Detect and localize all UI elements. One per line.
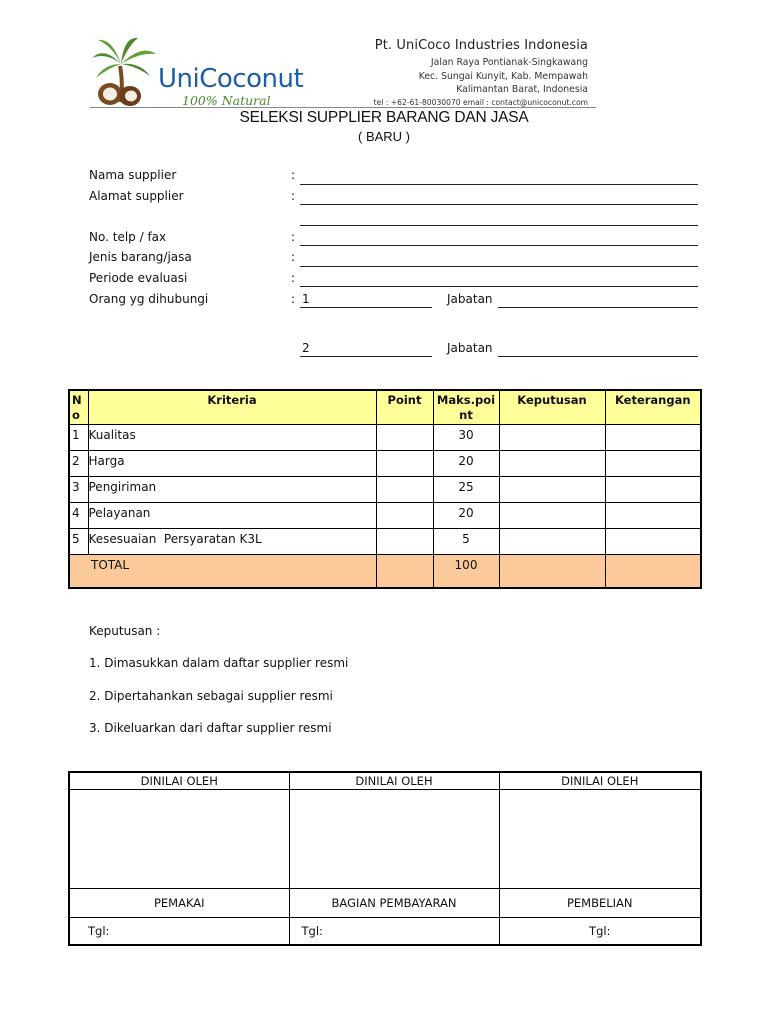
- colon: :: [291, 230, 296, 244]
- signature-table: [68, 771, 702, 946]
- signature-date-row: [69, 918, 701, 946]
- date-pemakai[interactable]: Tgl:: [69, 918, 289, 946]
- company-address-2: Kec. Sungai Kunyit, Kab. Mempawah: [418, 70, 588, 82]
- row-keterangan-cell[interactable]: [605, 424, 701, 450]
- signature-header-pembelian: DINILAI OLEH: [499, 772, 701, 790]
- document-subtitle: ( BARU ): [358, 129, 410, 144]
- row-maks: 25: [433, 476, 499, 502]
- signature-box-pembelian[interactable]: [499, 790, 701, 889]
- row-no: 4: [69, 502, 88, 528]
- header-maks-point: Maks.poi nt: [433, 390, 499, 424]
- signature-box-pembayaran[interactable]: [289, 790, 499, 889]
- logo-tagline: 100% Natural: [182, 93, 271, 108]
- total-label: TOTAL: [69, 554, 376, 588]
- header-keterangan: Keterangan: [605, 390, 701, 424]
- row-point-cell[interactable]: [376, 502, 433, 528]
- row-kriteria: Harga: [88, 450, 376, 476]
- contact-2-number: 2: [302, 341, 310, 355]
- table-row: [69, 476, 701, 502]
- row-point-cell[interactable]: [376, 450, 433, 476]
- label-periode-evaluasi: Periode evaluasi: [89, 271, 188, 285]
- header-point: Point: [376, 390, 433, 424]
- role-bagian-pembayaran: BAGIAN PEMBAYARAN: [289, 889, 499, 918]
- decision-option-1: 1. Dimasukkan dalam daftar supplier resmi: [89, 656, 349, 670]
- row-no: 1: [69, 424, 88, 450]
- signature-space-row: [69, 790, 701, 889]
- company-address-1: Jalan Raya Pontianak-Singkawang: [430, 57, 588, 68]
- row-keputusan-cell[interactable]: [499, 528, 605, 554]
- company-address-3: Kalimantan Barat, Indonesia: [456, 84, 588, 95]
- row-point-cell[interactable]: [376, 528, 433, 554]
- label-orang-dihubungi: Orang yg dihubungi: [89, 292, 209, 306]
- row-keputusan-cell[interactable]: [499, 476, 605, 502]
- row-keterangan-cell[interactable]: [605, 528, 701, 554]
- row-kriteria: Kualitas: [88, 424, 376, 450]
- decision-option-3: 3. Dikeluarkan dari daftar supplier resmi: [89, 721, 332, 735]
- role-pemakai: PEMAKAI: [69, 889, 289, 918]
- date-pembelian[interactable]: Tgl:: [499, 918, 701, 946]
- row-kriteria: Kesesuaian Persyaratan K3L: [88, 528, 376, 554]
- periode-evaluasi-field[interactable]: [300, 286, 698, 287]
- label-nama-supplier: Nama supplier: [89, 168, 177, 182]
- row-keputusan-cell[interactable]: [499, 424, 605, 450]
- row-keterangan-cell[interactable]: [605, 502, 701, 528]
- colon: :: [291, 292, 296, 306]
- header-no: N o: [69, 390, 88, 424]
- header-divider: [90, 107, 596, 108]
- row-no: 3: [69, 476, 88, 502]
- jabatan-2-field[interactable]: [498, 356, 698, 357]
- row-no: 5: [69, 528, 88, 554]
- role-pembelian: PEMBELIAN: [499, 889, 701, 918]
- signature-role-row: [69, 889, 701, 918]
- row-maks: 30: [433, 424, 499, 450]
- alamat-supplier-field-2[interactable]: [300, 225, 698, 226]
- company-logo: [90, 36, 320, 108]
- table-row: [69, 528, 701, 554]
- colon: :: [291, 271, 296, 285]
- decision-title: Keputusan :: [89, 624, 161, 638]
- row-maks: 20: [433, 502, 499, 528]
- nama-supplier-field[interactable]: [300, 184, 698, 185]
- row-kriteria: Pelayanan: [88, 502, 376, 528]
- signature-box-pemakai[interactable]: [69, 790, 289, 889]
- colon: :: [291, 250, 296, 264]
- jabatan-1-field[interactable]: [498, 307, 698, 308]
- jenis-barang-field[interactable]: [300, 266, 698, 267]
- label-alamat-supplier: Alamat supplier: [89, 189, 184, 203]
- colon: :: [291, 168, 296, 182]
- signature-header-row: [69, 772, 701, 790]
- contact-1-field[interactable]: [300, 307, 432, 308]
- logo-brand-text: UniCoconut: [158, 64, 304, 94]
- criteria-header-row: [69, 390, 701, 424]
- row-keterangan-cell[interactable]: [605, 450, 701, 476]
- total-value: 100: [433, 554, 499, 588]
- table-row: [69, 502, 701, 528]
- row-point-cell[interactable]: [376, 424, 433, 450]
- row-maks: 20: [433, 450, 499, 476]
- contact-2-field[interactable]: [300, 356, 432, 357]
- row-keputusan-cell[interactable]: [499, 502, 605, 528]
- header-kriteria: Kriteria: [88, 390, 376, 424]
- row-maks: 5: [433, 528, 499, 554]
- total-row: [69, 554, 701, 588]
- signature-header-pemakai: DINILAI OLEH: [69, 772, 289, 790]
- row-keterangan-cell[interactable]: [605, 476, 701, 502]
- total-keterangan-cell: [605, 554, 701, 588]
- company-contact: tel : +62-61-80030070 email : contact@unicoconut.com: [373, 97, 588, 107]
- date-bagian-pembayaran[interactable]: Tgl:: [289, 918, 499, 946]
- header-keputusan: Keputusan: [499, 390, 605, 424]
- colon: :: [291, 189, 296, 203]
- row-no: 2: [69, 450, 88, 476]
- jabatan-2-label: Jabatan: [447, 341, 493, 355]
- row-point-cell[interactable]: [376, 476, 433, 502]
- criteria-table: [68, 389, 702, 589]
- table-row: [69, 450, 701, 476]
- no-telp-field[interactable]: [300, 245, 698, 246]
- document-title: SELEKSI SUPPLIER BARANG DAN JASA: [239, 109, 529, 126]
- total-keputusan-cell: [499, 554, 605, 588]
- table-row: [69, 424, 701, 450]
- contact-1-number: 1: [302, 292, 310, 306]
- label-jenis-barang: Jenis barang/jasa: [89, 250, 192, 264]
- alamat-supplier-field[interactable]: [300, 204, 698, 205]
- company-name: Pt. UniCoco Industries Indonesia: [374, 38, 588, 53]
- jabatan-1-label: Jabatan: [447, 292, 493, 306]
- label-no-telp: No. telp / fax: [89, 230, 167, 244]
- signature-header-pembayaran: DINILAI OLEH: [289, 772, 499, 790]
- row-keputusan-cell[interactable]: [499, 450, 605, 476]
- palm-coconut-icon: [90, 36, 160, 108]
- company-info: [374, 38, 588, 109]
- row-kriteria: Pengiriman: [88, 476, 376, 502]
- total-point-cell: [376, 554, 433, 588]
- decision-option-2: 2. Dipertahankan sebagai supplier resmi: [89, 689, 333, 703]
